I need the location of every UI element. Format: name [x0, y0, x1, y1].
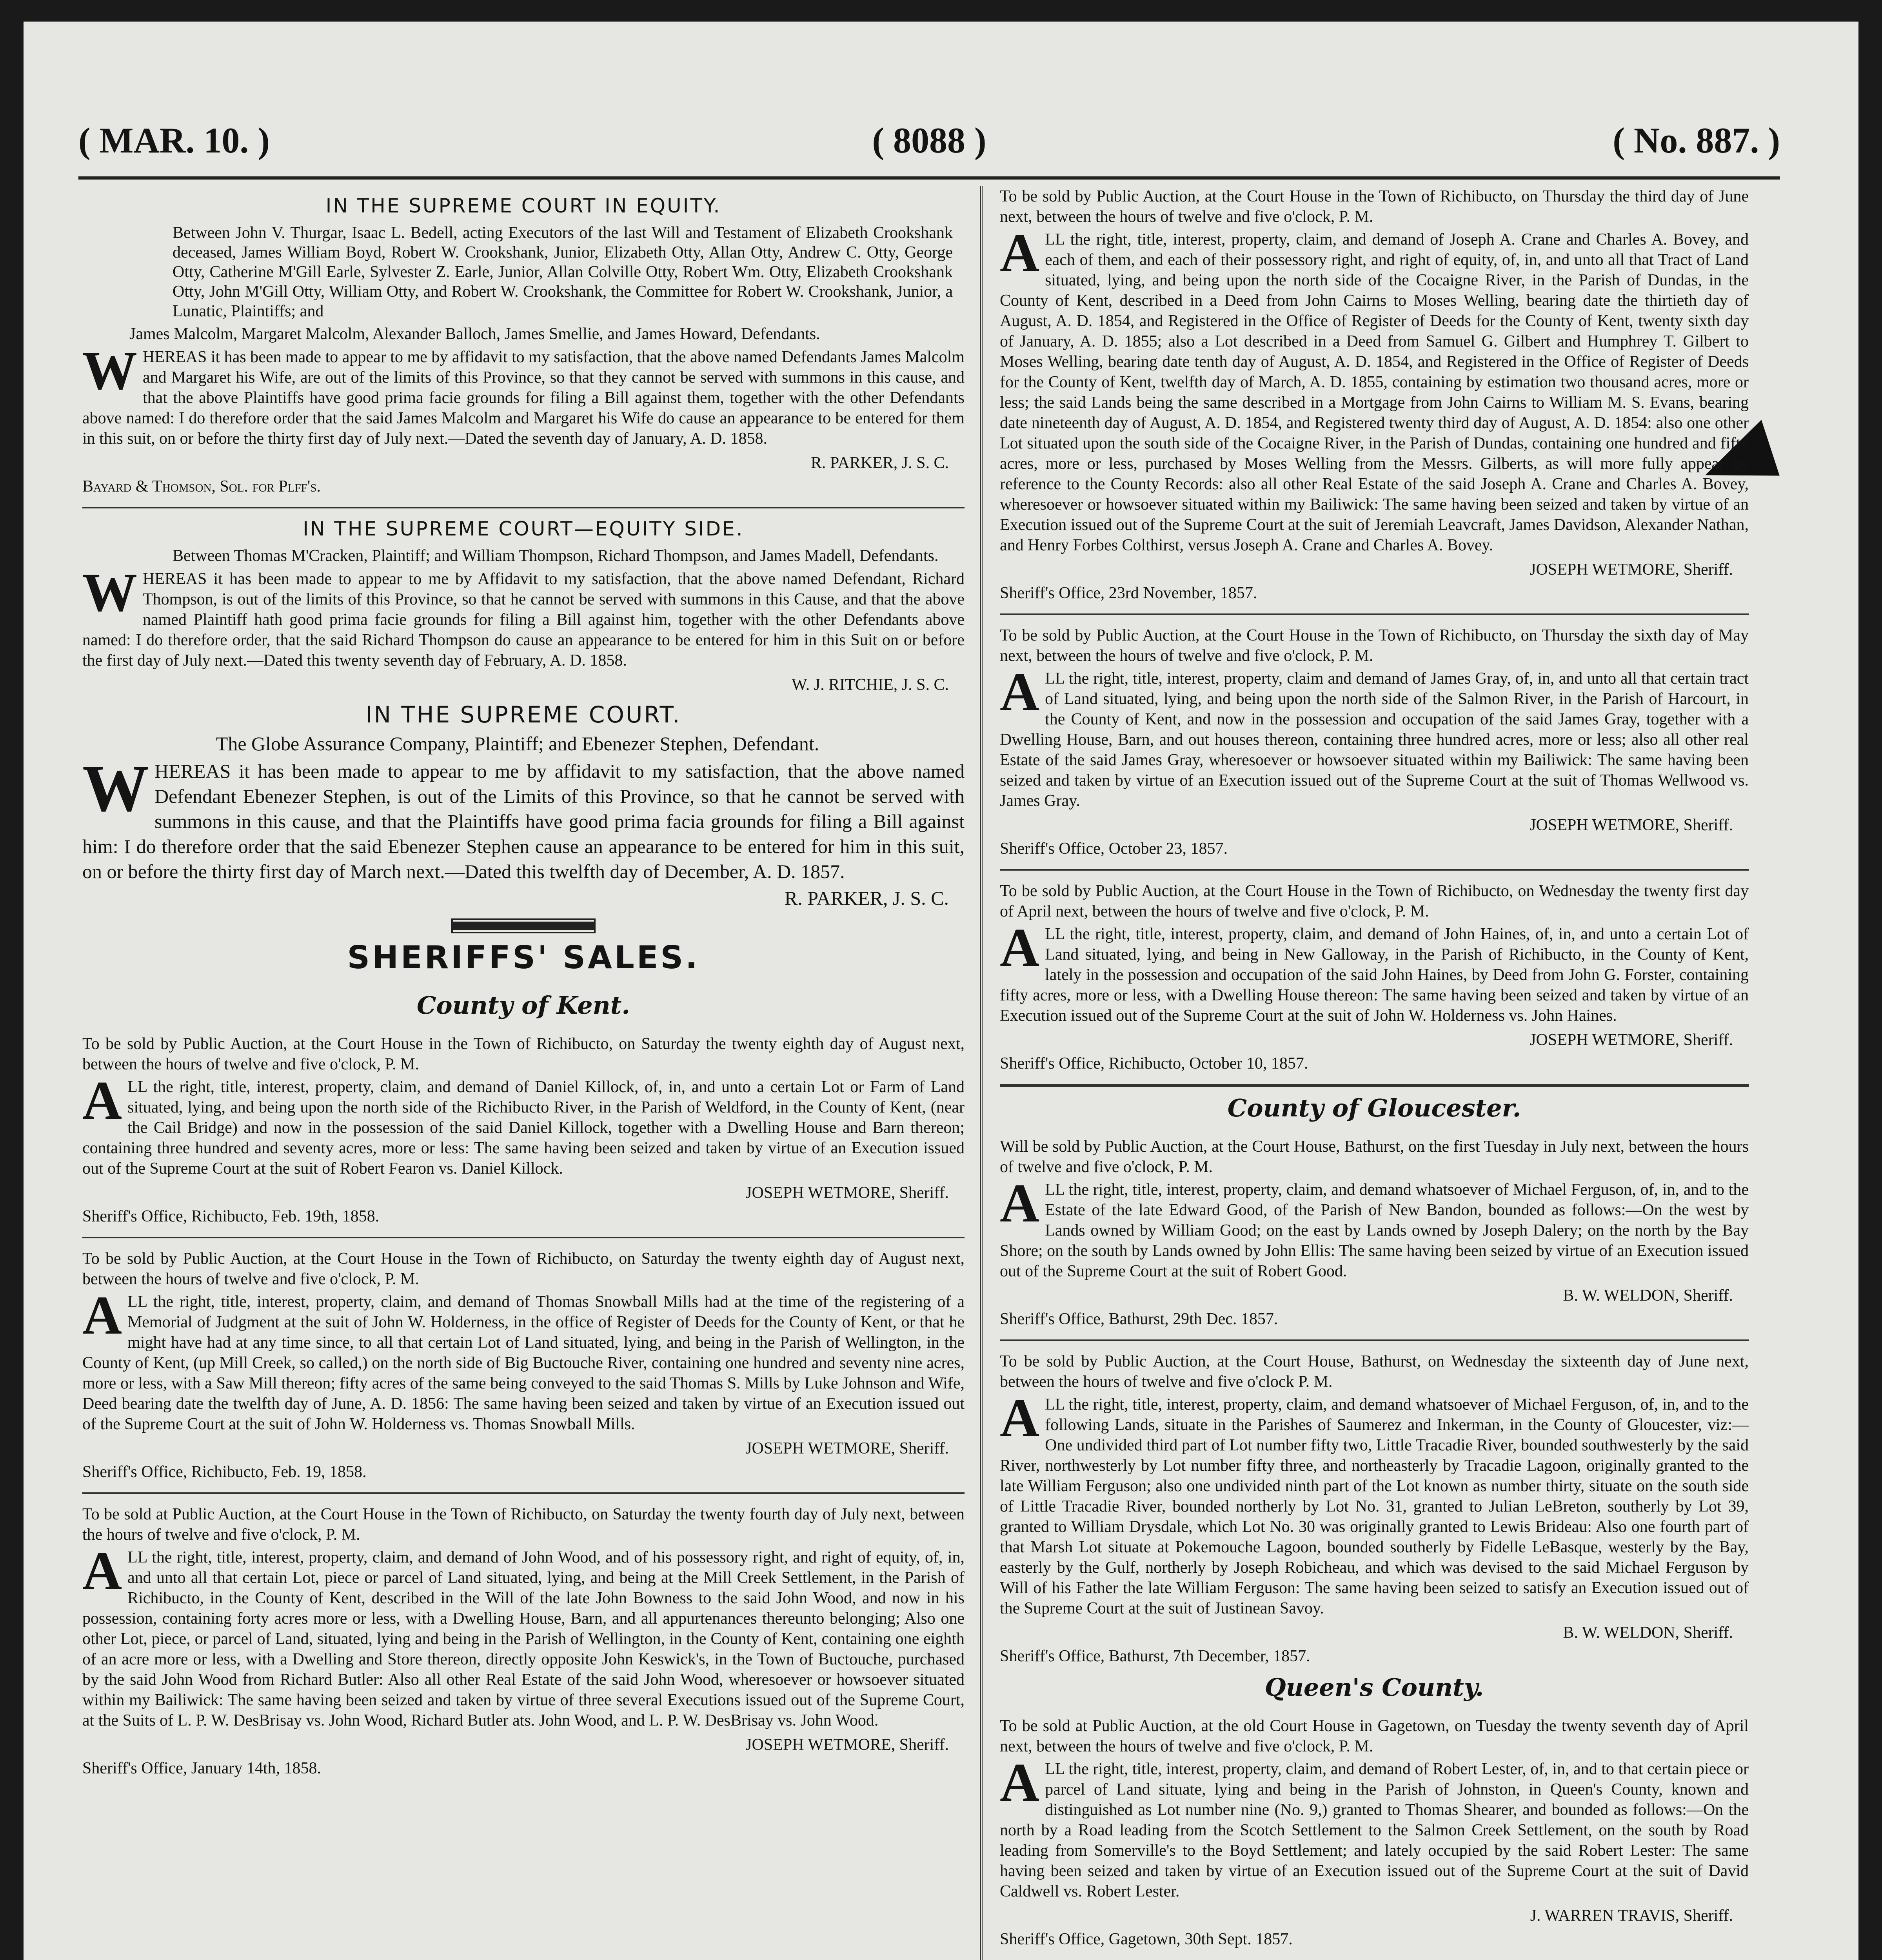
sale-body: LL the right, title, interest, property, claim, and demand whatsoever of Michael Ferguson, of, in, and to the following Lands, situate in the Parishes of Saumerez and Inkerman, in the County of Gloucester, viz:—One undivided third part of Lot number fifty two, Little Tracadie River, bounded southwesterly by the said River, northwesterly by Lot number fifty three, and northeasterly by Tracadie Lagoon, originally granted to the late William Ferguson; also one undivided ninth part of the Lot known as number thirty, situate on the south side of Little Tracadie River, bounded northerly by Lot No. 31, granted to Julian LeBreton, southerly by Lot 39, granted to William Drysdale, which Lot No. 30 was originally granted to Lewis Brideau: Also one fourth part of that Marsh Lot situate at Pokemouche Lagoon, bounded southerly by Fidelle LeBasque, westerly by the Bay, easterly by the Gulf, northerly by Joseph Robicheau, and which was devised to the said Michael Ferguson by Will of his Father the late William Ferguson: The same having been seized to satisfy an Execution issued out of the Supreme Court at the suit of Justinean Savoy. [1000, 1396, 1749, 1617]
drop-cap: A [1000, 1388, 1040, 1448]
sale-body: LL the right, title, interest, property, claim, and demand of John Haines, of, in, and unto a certain Lot of Land situated, lying, and being in New Galloway, in the Parish of Richibucto, in the County of Kent, lately in the possession and occupation of the said John Haines, by Deed from John G. Forster, containing fifty acres, more or less, with a Dwelling House thereon: The same having been seized and taken by virtue of an Execution issued out of the Supreme Court at the suit of John W. Holderness vs. John Haines. [1000, 925, 1749, 1025]
sale-notice [1000, 1136, 1749, 1329]
sale-intro: To be sold by Public Auction, at the Court House in the Town of Richibucto, on Thursday the third day of June next, between the hours of twelve and five o'clock, P. M. [1000, 187, 1749, 226]
sale-body: LL the right, title, interest, property, claim, and demand whatsoever of Michael Ferguson, of, in, and to the Estate of the late Edward Good, of the Parish of New Bandon, bounded as follows:—On the west by Lands owned by William Good; on the east by Lands owned by Joseph Dalery; on the north by the Bay Shore; on the south by Lands owned by John Ellis: The same having been seized by virtue of an Execution issued out of the Supreme Court at the suit of Robert Good. [1000, 1181, 1749, 1280]
left-column [82, 186, 965, 1960]
sheriff-signature: JOSEPH WETMORE, Sheriff. [745, 1736, 949, 1754]
solicitor-line: Bayard & Thomson, Sol. for Plff's. [82, 477, 321, 495]
sheriff-signature: JOSEPH WETMORE, Sheriff. [1530, 816, 1733, 834]
issue-date: ( MAR. 10. ) [78, 120, 270, 160]
issue-number: ( No. 887. ) [1613, 120, 1780, 160]
court-notice-2 [82, 519, 965, 695]
drop-cap: W [82, 562, 137, 623]
sale-body: LL the right, title, interest, property, claim, and demand of Thomas Snowball Mills had at the time of the registering of a Memorial of Judgment at the suit of John W. Holderness, in the office of Register of Deeds for the County of Kent, or that he might have had at any time since, to all that certain Lot of Land situated, lying, and being in the Parish of Wellington, in the County of Kent, (up Mill Creek, so called,) on the north side of Big Buctouche River, containing one hundred and seventy nine acres, more or less, with a Saw Mill thereon; fifty acres of the same being conveyed to the said Thomas S. Mills by Luke Johnson and Wife, Deed bearing date the twelfth day of June, A. D. 1856: The same having been seized and taken by virtue of an Execution issued out of the Supreme Court at the suit of John W. Holderness vs. Thomas Snowball Mills. [82, 1293, 965, 1433]
sale-notice [82, 1249, 965, 1482]
drop-cap: A [82, 1070, 122, 1131]
section-rule [82, 1237, 965, 1238]
section-rule [82, 1492, 965, 1494]
sale-notice [1000, 625, 1749, 859]
drop-cap: W [82, 751, 149, 825]
sale-body: LL the right, title, interest, property, claim, and demand of Daniel Killock, of, in, and unto a certain Lot or Farm of Land situated, lying, and being upon the north side of the Richibucto River, in the Parish of Weldford, in the County of Kent, (near the Cail Bridge) and now in the possession of the said Daniel Killock, together with a Dwelling House and Barn thereon; containing three hundred and seventy acres, more or less: The same having been seized and taken by virtue of an Execution issued out of the Supreme Court at the suit of Robert Fearon vs. Daniel Killock. [82, 1078, 965, 1178]
section-rule [1000, 1339, 1749, 1341]
sheriff-signature: JOSEPH WETMORE, Sheriff. [1530, 1031, 1733, 1049]
notice-parties: The Globe Assurance Company, Plaintiff; and Ebenezer Stephen, Defendant. [216, 733, 819, 755]
sale-intro: To be sold by Public Auction, at the Court House in the Town of Richibucto, on Wednesday the twenty first day of April next, between the hours of twelve and five o'clock, P. M. [1000, 882, 1749, 920]
section-rule [1000, 869, 1749, 871]
sheriff-signature: JOSEPH WETMORE, Sheriff. [745, 1439, 949, 1457]
sheriff-office-line: Sheriff's Office, January 14th, 1858. [82, 1759, 322, 1777]
drop-cap: A [1000, 1752, 1040, 1813]
court-notice-title: IN THE SUPREME COURT—EQUITY SIDE. [303, 517, 744, 540]
sale-intro: To be sold by Public Auction, at the Court House in the Town of Richibucto, on Saturday the twenty eighth day of August next, between the hours of twelve and five o'clock, P. M. [82, 1250, 965, 1288]
court-notice-title: IN THE SUPREME COURT IN EQUITY. [325, 194, 721, 217]
sheriff-office-line: Sheriff's Office, Richibucto, October 10, 1857. [1000, 1054, 1308, 1073]
sheriff-signature: J. WARREN TRAVIS, Sheriff. [1530, 1907, 1733, 1925]
sheriff-office-line: Sheriff's Office, October 23, 1857. [1000, 840, 1228, 858]
section-rule [82, 507, 965, 508]
page-number: ( 8088 ) [872, 120, 986, 160]
sheriffs-sales-heading: SHERIFFS' SALES. [347, 939, 700, 976]
sheriff-office-line: Sheriff's Office, Bathurst, 29th Dec. 1857. [1000, 1310, 1278, 1328]
county-heading-queens: Queen's County. [1264, 1673, 1484, 1702]
sale-intro: To be sold at Public Auction, at the Court House in the Town of Richibucto, on Saturday the twenty fourth day of July next, between the hours of twelve and five o'clock, P. M. [82, 1505, 965, 1544]
sale-notice [1000, 1351, 1749, 1666]
sheriff-office-line: Sheriff's Office, Richibucto, Feb. 19th, 1858. [82, 1207, 380, 1225]
ornamental-rule [453, 920, 594, 932]
court-notice-title: IN THE SUPREME COURT. [365, 701, 681, 728]
page-header [78, 112, 1780, 171]
drop-cap: A [1000, 917, 1040, 978]
notice-body: HEREAS it has been made to appear to me by Affidavit to my satisfaction, that the above named Defendant, Richard Thompson, is out of the limits of this Province, so that he cannot be served with summons in this Cause, and that the above named Plaintiff hath good prima facie grounds for filing a Bill against him, together with the other Defendants above named: I do therefore order, that the said Richard Thompson do cause an appearance to be entered for him in this Suit on or before the first day of July next.—Dated this twenty seventh day of February, A. D. 1858. [82, 570, 965, 670]
sale-body: LL the right, title, interest, property, claim, and demand of Joseph A. Crane and Charles A. Bovey, and each of them, and each of their possessory right, and right of equity, of, in, and unto all that Tract of Land situated, lying, and being upon the north side of the Cocaigne River, in the Parish of Dundas, in the County of Kent, described in a Deed from John Cairns to Moses Welling, bearing date the thirtieth day of August, A. D. 1854, and Registered in the Office of Register of Deeds for the County of Kent, twenty sixth day of January, A. D. 1855; also a Lot described in a Deed from Samuel G. Gilbert and Humphrey T. Gilbert to Moses Welling, bearing date tenth day of August, A. D. 1854, and Registered in the Office of Register of Deeds for the County of Kent, twelfth day of March, A. D. 1855, containing by estimation two thousand acres, more or less; the said Lands being the same described in a Mortgage from John Cairns to William M. S. Evans, bearing date nineteenth day of August, A. D. 1854, and Registered twenty third day of August, A. D. 1854: also one other Lot situated upon the south side of the Cocaigne River, in the Parish of Dundas, containing one hundred and fifty acres, more or less, purchased by Moses Welling from the Messrs. Gilberts, as will more fully appear by reference to the County Records: also all other Real Estate of the said Joseph A. Crane and Charles A. Bovey, wheresoever or howsoever situated within my Bailiwick: The same having been seized and taken by virtue of an Execution issued out of the Supreme Court at the suit of Jeremiah Leavcraft, James Davidson, Alexander Nathan, and Henry Forbes Colthirst, versus Joseph A. Crane and Charles A. Bovey. [1000, 230, 1749, 554]
sheriff-office-line: Sheriff's Office, Gagetown, 30th Sept. 1857. [1000, 1930, 1293, 1948]
sheriff-signature: B. W. WELDON, Sheriff. [1563, 1287, 1733, 1305]
court-notice-1 [82, 196, 965, 497]
section-rule [1000, 1084, 1749, 1087]
drop-cap: A [82, 1541, 122, 1601]
sale-notice [82, 1034, 965, 1227]
sheriff-office-line: Sheriff's Office, Bathurst, 7th December, 1857. [1000, 1647, 1310, 1665]
sale-notice [1000, 881, 1749, 1074]
notice-defendants: James Malcolm, Margaret Malcolm, Alexander Balloch, James Smellie, and James Howard, Defendants. [129, 325, 820, 343]
sheriff-office-line: Sheriff's Office, 23rd November, 1857. [1000, 584, 1257, 602]
notice-parties: Between Thomas M'Cracken, Plaintiff; and William Thompson, Richard Thompson, and James Madell, Defendants. [173, 547, 939, 565]
drop-cap: A [1000, 1173, 1040, 1234]
sale-intro: To be sold by Public Auction, at the Court House in the Town of Richibucto, on Thursday the sixth day of May next, between the hours of twelve and five o'clock, P. M. [1000, 626, 1749, 665]
sheriff-signature: JOSEPH WETMORE, Sheriff. [1530, 561, 1733, 579]
sale-notice [1000, 186, 1749, 603]
sheriff-signature: B. W. WELDON, Sheriff. [1563, 1624, 1733, 1642]
court-notice-3 [82, 701, 965, 909]
notice-body: HEREAS it has been made to appear to me by affidavit to my satisfaction, that the above named Defendants James Malcolm and Margaret his Wife, are out of the limits of this Province, so that they cannot be served with summons in this cause, and that the above Plaintiffs have good prima facie grounds for filing a Bill against them, together with the other Defendants above named: I do therefore order that the said James Malcolm and Margaret his Wife do cause an appearance to be entered for them in this suit, on or before the thirty first day of July next.—Dated the seventh day of January, A. D. 1858. [82, 348, 965, 448]
sale-body: LL the right, title, interest, property, claim, and demand of John Wood, and of his possessory right, and right of equity, of, in, and unto all that certain Lot, piece or parcel of Land situated, lying, and being at the Mill Creek Settlement, in the Parish of Richibucto, in the County of Kent, described in the Will of the late John Bowness to the said John Wood, and now in his possession, containing forty acres more or less, with a Dwelling House, Barn, and all appurtenances thereunto belonging; Also one other Lot, piece, or parcel of Land, situated, lying and being in the Parish of Wellington, in the County of Kent, containing one eighth of an acre more or less, with a Dwelling and Store thereon, directly opposite John Keswick's, in the Town of Buctouche, purchased by the said John Wood from Richard Butler: Also all other Real Estate of the said John Wood, wheresoever or howsoever situated within my Bailiwick: The same having been seized and taken by virtue of three several Executions issued out of the Supreme Court, at the Suits of L. P. W. DesBrisay vs. John Wood, Richard Butler ats. John Wood, and L. P. W. DesBrisay vs. John Wood. [82, 1548, 965, 1730]
drop-cap: A [82, 1285, 122, 1346]
drop-cap: W [82, 340, 137, 401]
drop-cap: A [1000, 662, 1040, 722]
section-rule [1000, 613, 1749, 615]
county-heading-kent: County of Kent. [417, 991, 630, 1020]
drop-cap: A [1000, 223, 1040, 283]
judge-signature: W. J. RITCHIE, J. S. C. [792, 676, 949, 694]
judge-signature: R. PARKER, J. S. C. [810, 454, 949, 472]
sale-body: LL the right, title, interest, property, claim and demand of James Gray, of, in, and unto all that certain tract of Land situated, lying, and being upon the north side of the Salmon River, in the Parish of Harcourt, in the County of Kent, and now in the possession and occupation of the said James Gray, together with a Dwelling House, Barn, and out houses thereon, containing three hundred acres, more or less; also all other real Estate of the said James Gray, wheresoever or howsoever situated within my Bailiwick: The same having been seized and taken by virtue of an Execution issued out of the Supreme Court at the suit of Thomas Wellwood vs. James Gray. [1000, 670, 1749, 810]
judge-signature: R. PARKER, J. S. C. [784, 887, 949, 909]
notice-body: HEREAS it has been made to appear to me by affidavit to my satisfaction, that the above named Defendant Ebenezer Stephen, is out of the Limits of this Province, so that he cannot be served with summons in this cause, and that the Plaintiffs have good prima facia grounds for filing a Bill against him: I do therefore order that the said Ebenezer Stephen cause an appearance to be entered for him in this suit, on or before the thirty first day of March next.—Dated this twelfth day of December, A. D. 1857. [82, 760, 965, 882]
header-rule [78, 176, 1780, 180]
sale-intro: Will be sold by Public Auction, at the Court House, Bathurst, on the first Tuesday in July next, between the hours of twelve and five o'clock, P. M. [1000, 1138, 1749, 1176]
county-heading-gloucester: County of Gloucester. [1227, 1094, 1521, 1122]
sheriff-office-line: Sheriff's Office, Richibucto, Feb. 19, 1858. [82, 1463, 367, 1481]
sale-intro: To be sold by Public Auction, at the Court House, Bathurst, on Wednesday the sixteenth day of June next, between the hours of twelve and five o'clock P. M. [1000, 1352, 1749, 1391]
right-column [1000, 186, 1749, 1960]
newspaper-page [24, 22, 1858, 1960]
sale-notice [1000, 1716, 1749, 1949]
sale-intro: To be sold at Public Auction, at the old Court House in Gagetown, on Tuesday the twenty seventh day of April next, between the hours of twelve and five o'clock, P. M. [1000, 1717, 1749, 1755]
notice-parties: Between John V. Thurgar, Isaac L. Bedell, acting Executors of the last Will and Testament of Elizabeth Crookshank deceased, James William Boyd, Robert W. Crookshank, Junior, Elizabeth Otty, Allan Otty, Andrew C. Otty, George Otty, Catherine M'Gill Earle, Sylvester Z. Earle, Junior, Allan Colville Otty, Robert Wm. Otty, Elizabeth Crookshank Otty, John M'Gill Otty, William Otty, and Robert W. Crookshank, the Committee for Robert W. Crookshank, Junior, a Lunatic, Plaintiffs; and [173, 224, 953, 320]
sheriff-signature: JOSEPH WETMORE, Sheriff. [745, 1184, 949, 1202]
column-divider [980, 186, 983, 1960]
sale-body: LL the right, title, interest, property, claim, and demand of Robert Lester, of, in, and to that certain piece or parcel of Land situate, lying and being in the Parish of Johnston, in Queen's County, known and distinguished as Lot number nine (No. 9,) granted to Thomas Shearer, and bounded as follows:—On the north by a Road leading from the Scotch Settlement to the Salmon Creek Settlement, on the south by Road leading from Somerville's to the Boyd Settlement; and lately occupied by the said Robert Lester: The same having been seized and taken by virtue of an Execution issued out of the Supreme Court at the suit of David Caldwell vs. Robert Lester. [1000, 1760, 1749, 1900]
sale-notice [82, 1504, 965, 1779]
sale-intro: To be sold by Public Auction, at the Court House in the Town of Richibucto, on Saturday the twenty eighth day of August next, between the hours of twelve and five o'clock, P. M. [82, 1035, 965, 1073]
